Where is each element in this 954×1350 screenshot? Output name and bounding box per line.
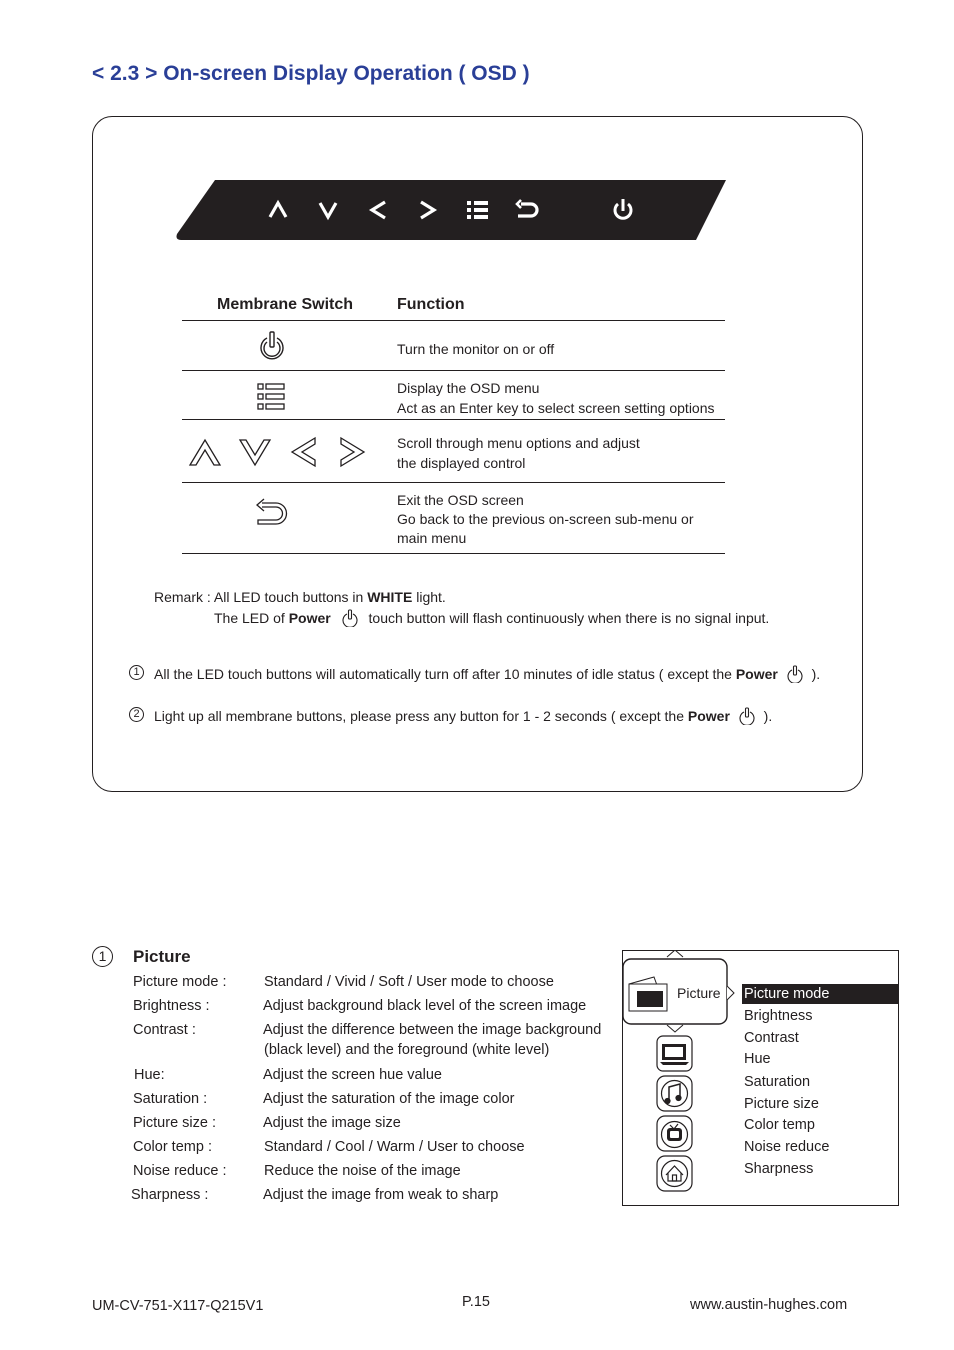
section-number: 1 <box>92 946 113 967</box>
setting-desc: Adjust the image size <box>263 1115 401 1131</box>
home-icon <box>657 1156 692 1191</box>
remark-line-1: Remark : All LED touch buttons in WHITE light. <box>154 589 446 605</box>
note-number: 1 <box>129 665 144 680</box>
note-1: All the LED touch buttons will automatically turn off after 10 minutes of idle status ( except the Power ). <box>154 666 821 682</box>
table-divider <box>182 370 725 371</box>
power-icon <box>341 609 359 627</box>
setting-desc: Reduce the noise of the image <box>264 1163 461 1179</box>
setting-desc: Adjust the image from weak to sharp <box>263 1187 499 1203</box>
setting-label: Sharpness : <box>131 1187 209 1203</box>
power-icon <box>257 330 287 362</box>
doc-id: UM-CV-751-X117-Q215V1 <box>92 1298 264 1314</box>
osd-menu-item[interactable]: Brightness <box>744 1008 813 1024</box>
table-divider <box>182 320 725 321</box>
setting-desc: (black level) and the foreground (white level) <box>264 1042 550 1058</box>
osd-menu-item[interactable]: Saturation <box>744 1074 811 1090</box>
table-divider <box>182 419 725 420</box>
table-header-function: Function <box>397 296 465 313</box>
table-divider <box>182 482 725 483</box>
osd-menu-item[interactable]: Sharpness <box>744 1161 814 1177</box>
music-icon <box>657 1076 692 1111</box>
setting-label: Brightness : <box>133 998 210 1014</box>
monitor-icon <box>657 1036 692 1071</box>
menu-list-icon[interactable] <box>467 201 488 219</box>
page-number: P.15 <box>462 1294 490 1310</box>
function-text: Exit the OSD screen <box>397 492 524 508</box>
tab-picture[interactable]: Picture <box>677 985 721 1001</box>
tv-icon <box>657 1116 692 1151</box>
setting-desc: Standard / Cool / Warm / User to choose <box>264 1139 525 1155</box>
setting-desc: Adjust the screen hue value <box>263 1067 442 1083</box>
website-link[interactable]: www.austin-hughes.com <box>690 1297 848 1313</box>
note-number: 2 <box>129 707 144 722</box>
note-2: Light up all membrane buttons, please press any button for 1 - 2 seconds ( except the Power ). <box>154 708 773 724</box>
setting-desc: Standard / Vivid / Soft / User mode to choose <box>264 974 554 990</box>
setting-label: Saturation : <box>133 1091 208 1107</box>
power-icon <box>738 707 756 725</box>
setting-label: Picture mode : <box>133 974 227 990</box>
arrows-icon <box>188 436 368 468</box>
function-text: Go back to the previous on-screen sub-menu or <box>397 511 694 527</box>
table-header-membrane-switch: Membrane Switch <box>217 296 354 313</box>
setting-desc: Adjust the saturation of the image color <box>263 1091 515 1107</box>
function-text: main menu <box>397 530 467 546</box>
osd-menu-item[interactable]: Color temp <box>744 1117 815 1133</box>
setting-label: Color temp : <box>133 1139 212 1155</box>
section-heading: Picture <box>133 947 191 966</box>
osd-menu-item[interactable]: Contrast <box>744 1030 799 1046</box>
setting-label: Contrast : <box>133 1022 196 1038</box>
power-icon <box>786 665 804 683</box>
setting-label: Picture size : <box>133 1115 216 1131</box>
setting-desc: Adjust the difference between the image background <box>263 1022 602 1038</box>
remark-line-2: The LED of Power touch button will flash continuously when there is no signal input. <box>214 610 770 626</box>
setting-label: Noise reduce : <box>133 1163 227 1179</box>
osd-menu-item[interactable]: Picture size <box>744 1096 819 1112</box>
keypad-strip <box>175 180 727 242</box>
function-text: Scroll through menu options and adjust <box>397 435 640 451</box>
page-title: < 2.3 > On-screen Display Operation ( OSD ) <box>92 62 530 85</box>
menu-list-icon <box>257 382 287 412</box>
function-text: the displayed control <box>397 455 526 471</box>
function-text: Turn the monitor on or off <box>397 341 555 357</box>
setting-desc: Adjust background black level of the screen image <box>263 998 587 1014</box>
function-text: Act as an Enter key to select screen setting options <box>397 400 715 416</box>
osd-menu-item[interactable]: Hue <box>744 1051 771 1067</box>
function-text: Display the OSD menu <box>397 380 540 396</box>
osd-menu-item-selected[interactable]: Picture mode <box>744 986 830 1002</box>
setting-label: Hue: <box>134 1067 165 1083</box>
osd-menu-item[interactable]: Noise reduce <box>744 1139 830 1155</box>
table-divider <box>182 553 725 554</box>
return-icon <box>254 497 290 529</box>
